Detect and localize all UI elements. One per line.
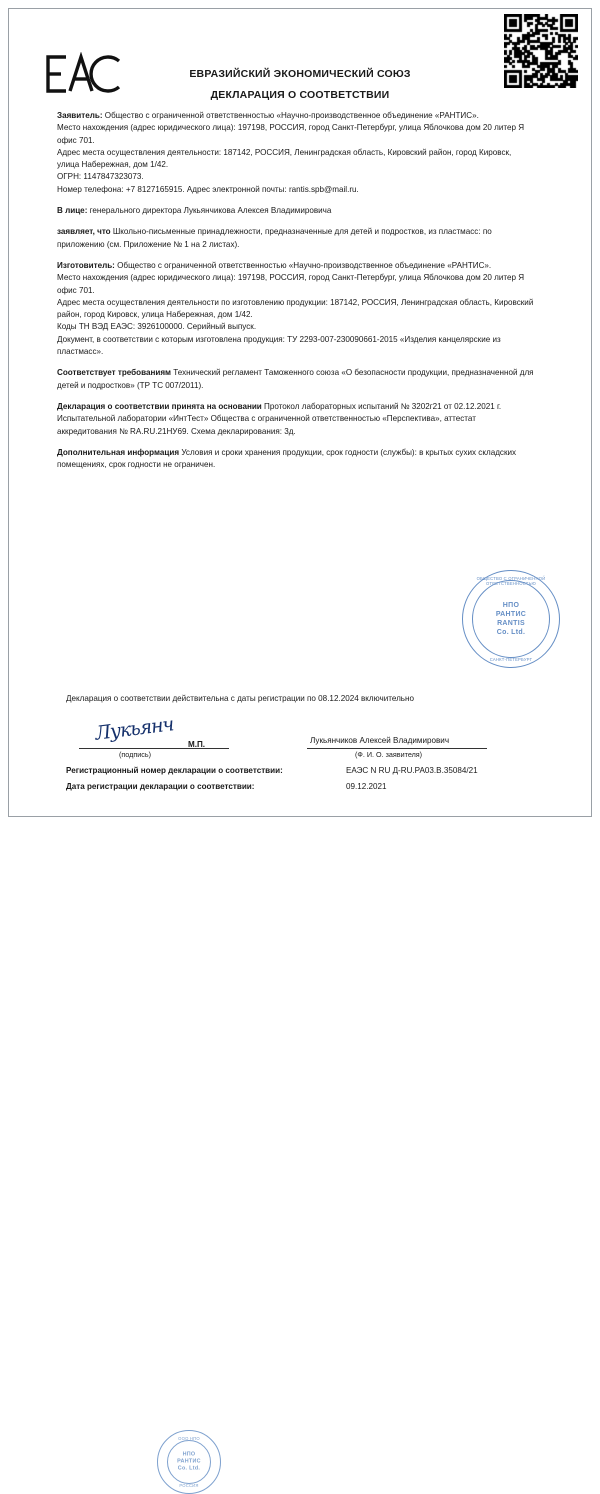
activity-address: Адрес места осуществления деятельности: 187142, РОССИЯ, Ленинградская область, Кировский район, город Кировск, улица Набережная, дом 1/42. [57, 147, 512, 170]
declares-paragraph [57, 226, 535, 251]
seal-small-top-arc: ООО НПО [178, 1436, 200, 1441]
basis-paragraph [57, 401, 535, 438]
phone-email: Номер телефона: +7 8127165915. Адрес электронной почты: rantis.spb@mail.ru. [57, 184, 359, 194]
person-label: В лице: [57, 206, 88, 216]
basis-text: Протокол лабораторных испытаний № 3202г21 от 02.12.2021 г. Испытательной лаборатории «ИнтТест» Общества с ограниченной ответственностью «Перспектива», аттестат аккредитования № RA.RU.21НУ69. Схема декларирования: 3д. [57, 401, 502, 436]
legal-address: Место нахождения (адрес юридического лица): 197198, РОССИЯ, город Санкт-Петербург, улица Яблочкова дом 20 литер Я офис 701. [57, 123, 525, 145]
handwritten-signature: Лукьянч [93, 713, 175, 745]
document-title [150, 68, 450, 101]
basis-label: Декларация о соответствии принята на основании [57, 401, 262, 411]
applicant-label: Заявитель: [57, 111, 103, 120]
seal-core-text: НПО РАНТИС RANTIS Co. Ltd. [495, 602, 527, 636]
conformity-text: Технический регламент Таможенного союза «О безопасности продукции, предназначенной для детей и подростков» (ТР ТС 007/2011). [57, 368, 534, 390]
registration-number-row [66, 766, 536, 775]
signer-name: Лукьянчиков Алексей Владимирович [310, 736, 450, 745]
registration-number-value: ЕАЭС N RU Д-RU.РА03.В.35084/21 [346, 766, 478, 775]
registration-date-value: 09.12.2021 [346, 782, 387, 791]
company-seal-stamp-small [157, 1430, 221, 1494]
manufacturer-activity-address: Адрес места осуществления деятельности по изготовлению продукции: 187142, РОССИЯ, Ленинградская область, Кировский район, город Кировск, улица Набережная, дом 1/42. [57, 297, 534, 320]
person-paragraph [57, 205, 535, 217]
company-seal-stamp [462, 570, 560, 668]
additional-info-label: Дополнительная информация [57, 447, 180, 457]
manufacturer-legal-address: Место нахождения (адрес юридического лица): 197198, РОССИЯ, город Санкт-Петербург, улица Яблочкова дом 20 литер Я офис 701. [57, 273, 525, 295]
manufacturing-document: Документ, в соответствии с которым изготовлена продукция: ТУ 2293-007-230090661-2015 «Изделия канцелярские из пластмасс». [57, 334, 501, 357]
eac-mark-icon [40, 52, 126, 96]
signer-caption: (Ф. И. О. заявителя) [355, 750, 423, 759]
seal-bottom-arc: САНКТ-ПЕТЕРБУРГ [489, 657, 533, 662]
manufacturer-text: Общество с ограниченной ответственностью «Научно-производственное объединение «РАНТИС». [114, 260, 492, 270]
document-body [57, 110, 535, 471]
signature-rule-left [79, 748, 229, 749]
registration-date-row [66, 782, 536, 791]
manufacturer-label: Изготовитель: [57, 260, 115, 270]
applicant-paragraph [57, 110, 535, 122]
tn-ved-codes: Коды ТН ВЭД ЕАЭС: 3926100000. Серийный выпуск. [57, 322, 257, 332]
person-text: генерального директора Лукьянчикова Алексея Владимировича [87, 206, 332, 216]
additional-info-paragraph [57, 447, 535, 472]
declares-label: заявляет, что [57, 227, 111, 237]
applicant-text: Общество с ограниченной ответственностью «Научно-производственное объединение «РАНТИС». [102, 111, 479, 120]
validity-line: Декларация о соответствии действительна с даты регистрации по 08.12.2024 включительно [66, 694, 414, 703]
signature-rule-right [307, 748, 487, 749]
additional-info-text: Условия и сроки хранения продукции, срок годности (службы): в крытых сухих складских помещениях, срок годности не ограничен. [57, 447, 517, 470]
seal-top-arc: ОБЩЕСТВО С ОГРАНИЧЕННОЙ ОТВЕТСТВЕННОСТЬЮ [476, 576, 546, 586]
mp-mark: М.П. [188, 740, 206, 749]
conformity-label: Соответствует требованиям [57, 368, 172, 378]
registration-date-label: Дата регистрации декларации о соответствии: [66, 782, 255, 791]
header-line-1: ЕВРАЗИЙСКИЙ ЭКОНОМИЧЕСКИЙ СОЮЗ [189, 68, 411, 80]
conformity-paragraph [57, 367, 535, 392]
registration-number-label: Регистрационный номер декларации о соответствии: [66, 766, 283, 775]
seal-small-core-text: НПО РАНТИС Co. Ltd. [177, 1451, 201, 1472]
signature-caption: (подпись) [119, 750, 151, 759]
signature-block [57, 713, 535, 1488]
qr-code [504, 14, 578, 88]
seal-small-bottom-arc: РОССИЯ [179, 1483, 199, 1488]
manufacturer-paragraph [57, 260, 535, 272]
ogrn: ОГРН: 1147847323073. [57, 172, 144, 182]
declares-text: Школьно-письменные принадлежности, предназначенные для детей и подростков, из пластмасс: по приложению (см. Приложение № 1 на 2 листах). [57, 227, 492, 249]
header-line-2: ДЕКЛАРАЦИЯ О СООТВЕТСТВИИ [210, 89, 390, 101]
